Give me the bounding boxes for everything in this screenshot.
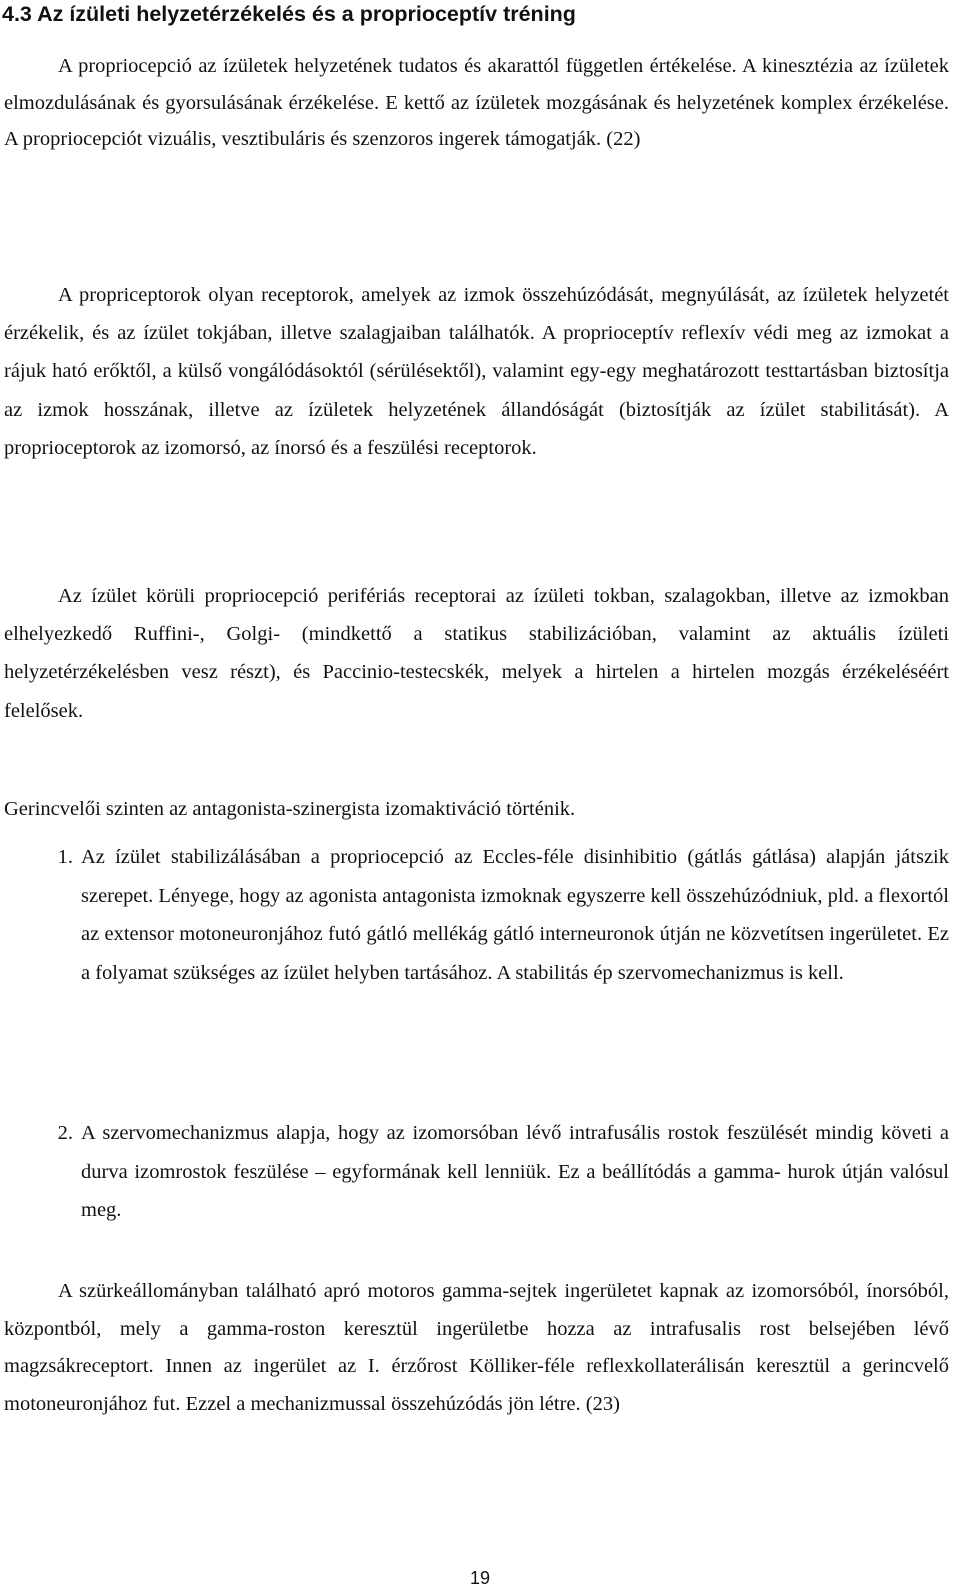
paragraph-proprioceptors: A propriceptorok olyan receptorok, amelyek az izmok összehúzódását, megnyúlását, az ízületek helyzetét érzékelik, és az ízület tokjában, illetve szalagjaiban találhatók. A proprioceptív reflexív védi meg az izmokat a rájuk ható erőktől, a külső vongálódásoktól (sérülésektől), valamint egy-egy meghatározott testtartásban biztosítja az izmok hosszának, illetve az ízületek helyzetének állandóságát (biztosítják az ízület stabilitását). A proprioceptorok az izomorsó, az ínorsó és a feszülési receptorok. [4,284,949,459]
list-item-text: Az ízület stabilizálásában a propriocepció az Eccles-féle disinhibitio (gátlás gátlása) alapján játszik szerepet. Lényege, hogy az agonista antagonista izmoknak egyszerre kell összehúzódniuk, pld. a flexortól az extensor motoneuronjához futó gátló mellékág gátló interneuronok útján ne közvetítsen ingerületet. Ez a folyamat szükséges az ízület helyben tartásához. A stabilitás ép szervomechanizmus is kell. [81,846,949,984]
paragraph-peripheral-receptors: Az ízület körüli propriocepció perifériás receptorai az ízületi tokban, szalagokban, illetve az izmokban elhelyezkedő Ruffini-, Golgi- (mindkettő a statikus stabilizációban, valamint az aktuális ízületi helyzetérzékelésben vesz részt), és Paccinio-testecskék, melyek a hirtelen a hirtelen mozgás érzékeléséért felelősek. [4,585,949,722]
paragraph-spinal-level: Gerincvelői szinten az antagonista-szinergista izomaktiváció történik. [4,798,576,820]
list-item-number: 1. [57,846,73,868]
list-item-2 [57,1114,949,1230]
page-number: 19 [469,1568,491,1588]
list-item-text: A szervomechanizmus alapja, hogy az izomorsóban lévő intrafusális rostok feszülését mindig követi a durva izomrostok feszülése – egyformának kell lenniük. Ez a beállítódás a gamma- hurok útján valósul meg. [81,1122,949,1221]
list-item-number: 2. [57,1122,73,1144]
paragraph-proprioception-definition: A propriocepció az ízületek helyzetének tudatos és akarattól független értékelése. A kinesztézia az ízületek elmozdulásának és gyorsulásának érzékelése. E kettő az ízületek mozgásának és helyzetének komplex érzékelése. A propriocepciót vizuális, vesztibuláris és szenzoros ingerek támogatják. (22) [4,55,949,151]
list-item-1 [57,838,949,992]
paragraph-gamma-loop: A szürkeállományban található apró motoros gamma-sejtek ingerületet kapnak az izomorsóból, ínorsóból, központból, mely a gamma-roston keresztül ingerületbe hozza az intrafusalis rost belsejében lévő magzsákreceptort. Innen az ingerület az I. érzőrost Kölliker-féle reflexkollaterálisán keresztül a gerincvelő motoneuronjához fut. Ezzel a mechanizmussal összehúzódás jön létre. (23) [4,1280,949,1415]
section-heading: 4.3 Az ízületi helyzetérzékelés és a proprioceptív tréning [2,2,576,26]
